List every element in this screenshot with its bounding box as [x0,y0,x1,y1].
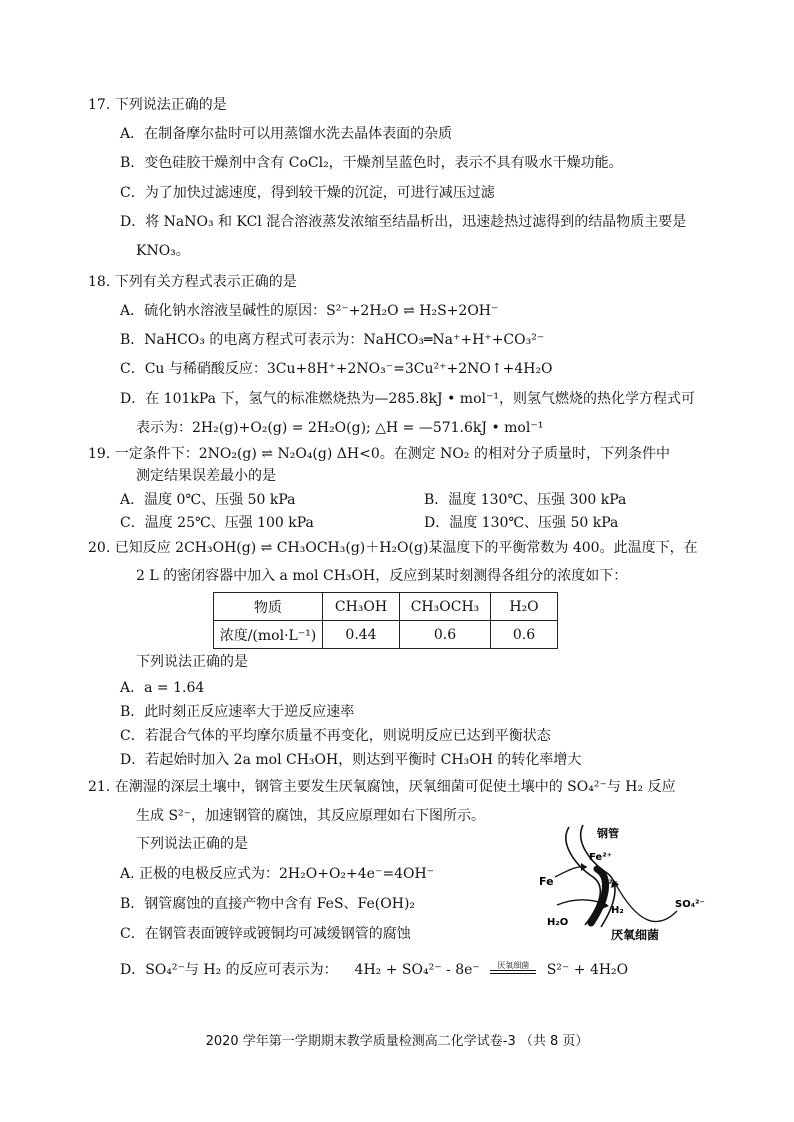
q19-stem-cont: 测定结果误差最小的是 [136,468,276,484]
label-fe: Fe [539,875,554,888]
label-h2o: H₂O [547,917,569,928]
q19-option-c: C．温度 25℃、压强 100 kPa [120,515,314,531]
q18-option-c: C．Cu 与稀硝酸反应：3Cu+8H⁺+2NO₃⁻=3Cu²⁺+2NO↑+4H₂O [120,361,553,377]
q19-stem: 19. 一定条件下：2NO₂(g) ⇌ N₂O₄(g) ΔH<0。在测定 NO₂ 的相对分子质量时，下列条件中 [88,446,670,462]
q21-stem-cont: 生成 S²⁻，加速钢管的腐蚀，其反应原理如右下图所示。 [136,808,486,824]
q20-option-d: D．若起始时加入 2a mol CH₃OH，则达到平衡时 CH₃OH 的转化率增大 [120,752,582,768]
q19-option-a: A．温度 0℃、压强 50 kPa [120,492,296,508]
table-cell: 浓度/(mol·L⁻¹) [214,621,323,649]
q21-stem: 21. 在潮湿的深层土壤中，钢管主要发生厌氧腐蚀，厌氧细菌可促使土壤中的 SO₄²⁻与 H₂ 反应 [88,779,676,795]
page-footer: 2020 学年第一学期期末教学质量检测高二化学试卷-3 （共 8 页） [205,1034,589,1049]
q21-eq-products: S²⁻ + 4H₂O [546,962,629,978]
q17-stem: 17. 下列说法正确的是 [88,97,227,113]
q21-prompt: 下列说法正确的是 [136,836,248,852]
table-cell: 0.44 [323,621,400,649]
q19-option-d: D．温度 130℃、压强 50 kPa [424,515,619,531]
table-row [214,621,558,649]
label-so4: SO₄²⁻ [675,899,705,910]
label-bacteria: 厌氧细菌 [611,928,660,942]
table-header-cell: CH₃OH [323,593,400,621]
q21-eq-reactants: 4H₂ + SO₄²⁻ - 8e⁻ [354,962,480,978]
q20-option-b: B．此时刻正反应速率大于逆反应速率 [120,704,355,720]
reaction-arrow [488,960,538,980]
label-steel-pipe: 钢管 [597,827,619,840]
q20-option-c: C．若混合气体的平均摩尔质量不再变化，则说明反应已达到平衡状态 [120,728,551,744]
q18-option-b: B．NaHCO₃ 的电离方程式可表示为：NaHCO₃═Na⁺+H⁺+CO₃²⁻ [120,332,545,348]
q17-option-c: C．为了加快过滤速度，得到较干燥的沉淀，可进行减压过滤 [120,185,495,201]
table-cell: 0.6 [400,621,491,649]
q17-option-d-cont: KNO₃。 [136,243,190,259]
label-s2: S²⁻ [601,879,618,890]
so4-arrow [615,883,677,922]
q21-option-c: C．在钢管表面镀锌或镀铜均可减缓钢管的腐蚀 [120,926,411,942]
label-fe2: Fe²⁺ [589,852,612,863]
q18-option-d: D．在 101kPa 下，氢气的标准燃烧热为—285.8kJ • mol⁻¹，则氢气燃烧的热化学方程式可 [120,391,695,407]
corrosion-diagram [527,815,717,945]
q17-option-d: D．将 NaNO₃ 和 KCl 混合溶液蒸发浓缩至结晶析出，迅速趁热过滤得到的结晶物质主要是 [120,214,687,230]
q17-option-b: B．变色硅胶干燥剂中含有 CoCl₂，干燥剂呈蓝色时，表示不具有吸水干燥功能。 [120,155,623,171]
q20-option-a: A．a = 1.64 [120,680,205,696]
q21-option-d [120,960,628,980]
q21-option-a: A. 正极的电极反应式为：2H₂O+O₂+4e⁻=4OH⁻ [120,866,435,882]
table-header-cell: CH₃OCH₃ [400,593,491,621]
reaction-condition: 厌氧细菌 [497,961,530,970]
q18-option-a: A．硫化钠水溶液呈碱性的原因：S²⁻+2H₂O ⇌ H₂S+2OH⁻ [120,303,499,319]
q20-stem: 20. 已知反应 2CH₃OH(g) ⇌ CH₃OCH₃(g)＋H₂O(g)某温度下的平衡常数为 400。此温度下，在 [88,540,698,556]
q19-option-b: B．温度 130℃、压强 300 kPa [424,492,627,508]
concentration-table [213,592,558,649]
table-header-row [214,593,558,621]
q21-option-b: B．钢管腐蚀的直接产物中含有 FeS、Fe(OH)₂ [120,896,416,912]
q20-prompt: 下列说法正确的是 [136,654,248,670]
table-cell: 0.6 [491,621,558,649]
table-header-cell: H₂O [491,593,558,621]
q21-option-d-label: D．SO₄²⁻与 H₂ 的反应可表示为： [120,962,338,978]
q17-option-a: A．在制备摩尔盐时可以用蒸馏水洗去晶体表面的杂质 [120,126,453,142]
table-header-cell: 物质 [214,593,323,621]
q18-option-d-cont: 表示为：2H₂(g)+O₂(g) = 2H₂O(g); △H = —571.6kJ • mol⁻¹ [136,420,544,436]
q20-stem-cont: 2 L 的密闭容器中加入 a mol CH₃OH，反应到某时刻测得各组分的浓度如下： [136,568,628,584]
label-h2: H₂ [611,905,624,916]
q18-stem: 18. 下列有关方程式表示正确的是 [88,274,297,290]
